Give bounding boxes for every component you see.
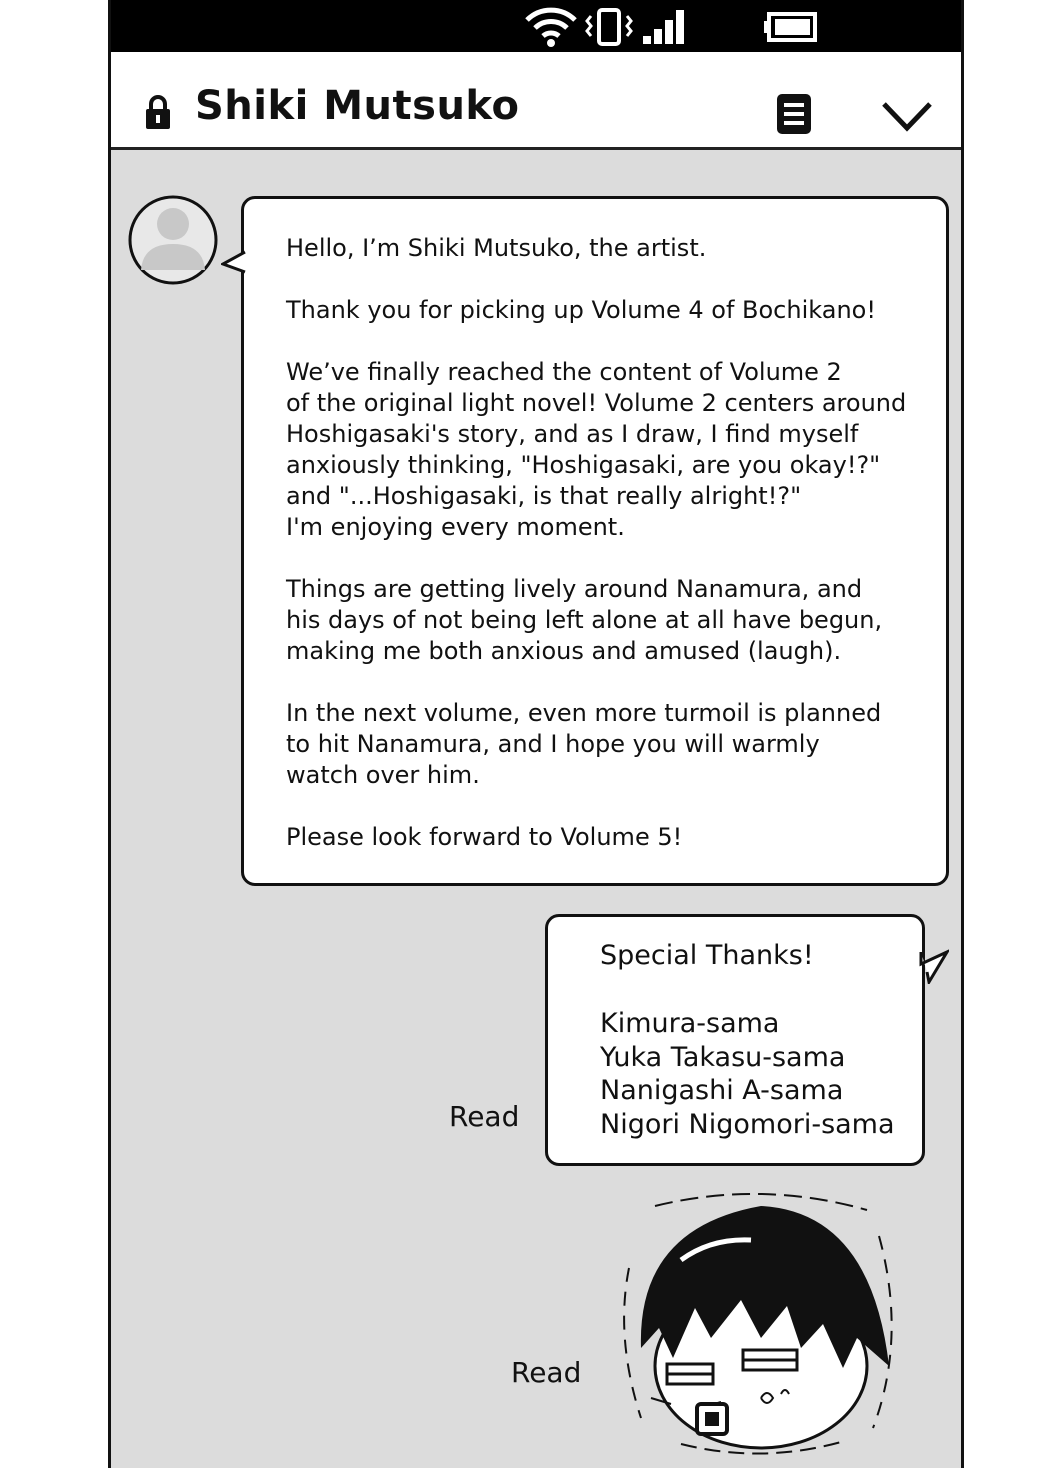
chat-header <box>111 52 961 150</box>
read-receipt: Read <box>511 1356 582 1389</box>
thanks-name: Nanigashi A-sama <box>600 1075 844 1107</box>
message-paragraph: Hello, I’m Shiki Mutsuko, the artist. <box>286 234 707 262</box>
message-bubble-sent <box>545 914 925 1166</box>
signal-icon <box>641 6 689 48</box>
chat-title: Shiki Mutsuko <box>195 83 520 129</box>
battery-icon <box>763 6 819 48</box>
read-receipt: Read <box>449 1100 520 1133</box>
thanks-name: Yuka Takasu-sama <box>600 1041 846 1073</box>
thanks-name: Kimura-sama <box>600 1008 780 1039</box>
status-bar <box>111 0 961 52</box>
lock-icon <box>145 94 171 130</box>
bubble-tail <box>221 250 247 276</box>
sticker-character <box>611 1188 911 1458</box>
chat-screen <box>108 0 964 1468</box>
menu-icon[interactable] <box>775 92 813 136</box>
bubble-tail <box>919 948 949 984</box>
vibrate-icon <box>583 6 637 48</box>
message-paragraph: Thank you for picking up Volume 4 of Bochikano! <box>286 296 876 324</box>
thanks-title: Special Thanks! <box>600 940 814 971</box>
avatar[interactable] <box>127 194 219 286</box>
message-paragraph: In the next volume, even more turmoil is planned to hit Nanamura, and I hope you will warmly watch over him. <box>286 699 882 789</box>
chevron-down-icon[interactable] <box>881 100 933 132</box>
message-paragraph: Please look forward to Volume 5! <box>286 823 683 851</box>
message-bubble-received <box>241 196 949 886</box>
wifi-icon <box>523 6 579 48</box>
message-paragraph: Things are getting lively around Nanamura, and his days of not being left alone at all have begun, making me both anxious and amused (laugh). <box>286 575 883 665</box>
message-paragraph: We’ve finally reached the content of Volume 2 of the original light novel! Volume 2 centers around Hoshigasaki's story, and as I draw, I find myself anxiously thinking, "Hoshigasaki, are you okay!?" and "...Hoshigasaki, is that really alright!?" I'm enjoying every moment. <box>286 358 907 541</box>
thanks-name: Nigori Nigomori-sama <box>600 1108 895 1140</box>
